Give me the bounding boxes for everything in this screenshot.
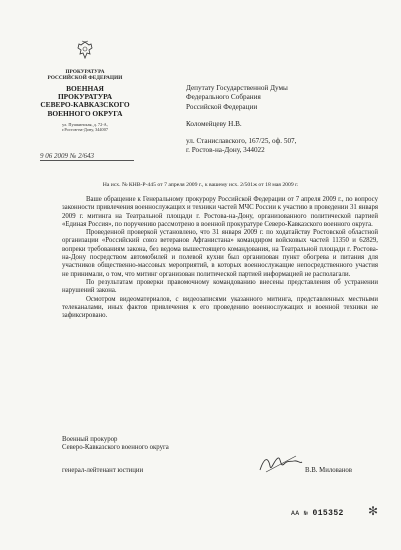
paragraph: Осмотром видеоматериалов, с видеозаписями указанного митинга, представленных местными телеканалами, иных фактов привлечения к его проведению военнослужащих и военной техники не зафиксировано. [62, 295, 378, 320]
addressee-name: Коломейцеву Н.В. [186, 119, 242, 128]
paragraph: По результатам проверки правомочному командованию внесены представления об устранении нарушений закона. [62, 278, 378, 295]
reference-line: На исх. № КНВ-Р-445 от 7 апреля 2009 г., к вашему исх. 2/501ж от 18 мая 2009 г. [102, 182, 299, 188]
org-line3: ВОЕННОГО ОКРУГА [47, 108, 123, 118]
addressee-title [186, 84, 386, 112]
org-line2: СЕВЕРО-КАВКАЗСКОГО [40, 100, 130, 110]
addressee-street: ул. Станиславского, 167/25, оф. 507, [186, 137, 297, 146]
addressee-block [186, 84, 386, 164]
position-line2: Северо-Кавказского военного округа [62, 444, 169, 452]
org-line1: ВОЕННАЯ ПРОКУРАТУРА [57, 84, 113, 102]
signatory-name: В.В. Милованов [305, 467, 353, 474]
addressee-city: г. Ростов-на-Дону, 344022 [186, 146, 265, 155]
letterhead [40, 40, 130, 132]
addressee-line1: Депутату Государственной Думы [186, 84, 288, 92]
serial-prefix: АА № [291, 510, 309, 517]
addressee-address [186, 137, 386, 156]
position-line1: Военный прокурор [62, 436, 118, 443]
coat-of-arms-icon [76, 40, 94, 62]
addressee-line3: Российской Федерации [186, 102, 258, 111]
letterhead-line2: РОССИЙСКОЙ ФЕДЕРАЦИИ [47, 75, 123, 81]
letter-body [62, 196, 378, 320]
serial-digits: 015352 [312, 509, 344, 518]
letterhead-org [40, 85, 130, 118]
signatory-position [62, 436, 169, 453]
signatory-rank: генерал-лейтенант юстиции [62, 467, 144, 474]
serial-number [291, 509, 344, 518]
paragraph: Ваше обращение к Генеральному прокурору Российской Федерации от 7 апреля 2009 г., по вопросу законности привлечения военнослужащих и техники частей МЧС России к участию в проведении 31 января 2009 г. митинга на Театральной площади г. Ростова-на-Дону, организованного политической партией «Единая Россия», по поручению рассмотрено в военной прокуратуре Северо-Кавказского военного округа. [62, 196, 378, 228]
snowflake-asterisk-icon: ✻ [368, 504, 379, 518]
letterhead-line1: ПРОКУРАТУРА [65, 69, 105, 75]
registration-number: 9 06 2009 № 2/643 [40, 152, 134, 161]
address-line1: ул. Пушкинская, д. 72-А, [62, 121, 108, 127]
address-line2: г.Ростов-на-Дону, 344007 [62, 127, 108, 133]
paragraph: Проведенной проверкой установлено, что 31 января 2009 г. по ходатайству Ростовской областной организации «Российский союз ветеранов Афганистана» командиром войсковых частей 11350 и 62829, вопреки требованиям закона, без ведома вышестоящего командования, на Театральной площади г. Ростова-на-Дону посредством автомобилей и полевой кухни был организован пункт обогрева и питания для участников общественно-массовых мероприятий, в которых военнослужащие непосредственного участия не принимали, о том, что митинг организован политической партией информацией не располагали. [62, 229, 378, 278]
letterhead-address [40, 122, 130, 132]
addressee-line2: Федерального Собрания [186, 93, 261, 102]
handwritten-signature [258, 452, 304, 476]
